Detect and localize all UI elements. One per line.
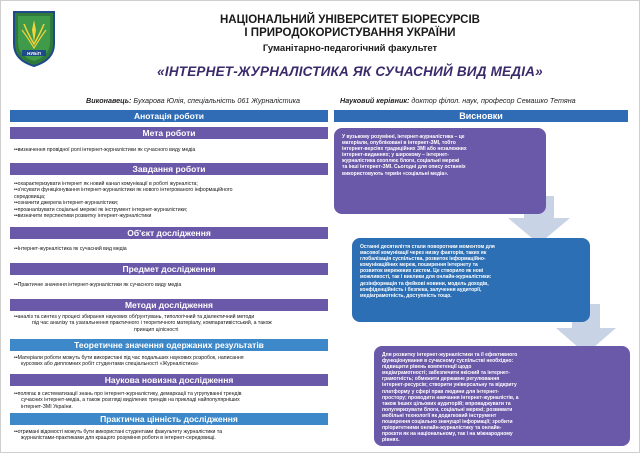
faculty-name: Гуманітарно-педагогічний факультет	[262, 43, 438, 54]
author-value: Бухарова Юлія, спеціальність 061 Журналістика	[133, 96, 300, 105]
supervisor-value: доктор філол. наук, професор Семашко Тетяна	[411, 96, 576, 105]
practical-bar: Практична цінність дослідження	[10, 413, 328, 425]
object-bar: Об'єкт дослідження	[10, 227, 328, 239]
goal-bar: Мета роботи	[10, 127, 328, 139]
list-item: ••аналіз та синтез у процесі збирання наукових обґрунтувань, типологічний та діалектичний методи	[14, 314, 255, 320]
list-item: ••означити джерела інтернет-журналістики;	[14, 200, 119, 207]
university-line1: НАЦІОНАЛЬНИЙ УНІВЕРСИТЕТ БІОРЕСУРСІВ	[219, 14, 480, 26]
list-item: ••визначення провідної ролі інтернет-журналістики як сучасного виду медіа	[14, 147, 196, 153]
list-item: під час аналізу та узагальнення практичного і теоретичного матеріалу, компаративістський, а також	[32, 320, 272, 327]
list-item: ••охарактеризувати інтернет як новий канал комунікації в роботі журналіста;	[14, 181, 198, 187]
supervisor-label: Науковий керівник:	[340, 96, 410, 105]
list-item: ••отримані відомості можуть бути використані студентами факультету журналістики та	[14, 429, 223, 435]
university-line2: І ПРИРОДОКОРИСТУВАННЯ УКРАЇНИ	[244, 27, 456, 39]
author-label: Виконавець:	[86, 96, 132, 105]
subject-bar: Предмет дослідження	[10, 263, 328, 275]
list-item: курсових або дипломних робіт студентами спеціальності «Журналістика»	[21, 361, 199, 368]
list-item: середовища;	[14, 193, 46, 200]
list-item: ••визначити перспективи розвитку інтернет-журналістики	[14, 213, 152, 220]
poster-title: «ІНТЕРНЕТ-ЖУРНАЛІСТИКА ЯК СУЧАСНИЙ ВИД МЕДІА»	[157, 64, 543, 79]
annotation-bar: Анотація роботи	[10, 110, 328, 122]
logo-text: НУБіП	[27, 51, 41, 56]
list-item: сучасних інтернет-медіа, а також розгляді виділених трендів на прикладі найпопулярніших	[21, 397, 240, 404]
methods-bar: Методи дослідження	[10, 299, 328, 311]
tasks-bar: Завдання роботи	[10, 163, 328, 175]
list-item: журналістами-практиками для кращого розуміння роботи в інтернет-середовищі.	[21, 435, 216, 442]
list-item: ••Матеріали роботи можуть бути використані під час подальших наукових розробок, написання	[14, 355, 244, 361]
conclusion-box-3: Для розвитку інтернет-журналістики та її ефективного функціонування в сучасному суспільстві необхідно: підвищити рівень компетенції щодо медіаграмотності; забезпечити якісний та інтернет- грамотність; обмежити державне регулювання інтернет-ресурсів; створити універсальну та відкриту платформу у сфері прав людини для інтернет- простору; проводити навчання інтернет-журналістів, а також інших цільових аудиторій; впроваджувати та популяризувати блоги, соціальні мережі; розвивати мобільні технології як додатковий інструмент поширення соціально значущої інформації; зробити пріоритетними онлайн-журналістику та онлайн- проєкти як на національному, так і на міжнародному рівнях.	[374, 346, 630, 446]
list-item: ••з'ясувати функціонування інтернет-журналістики як нового інтегрованого інформаційного	[14, 187, 233, 194]
list-item: принцип цілісності	[134, 326, 179, 333]
conclusions-bar: Висновки	[334, 110, 628, 122]
theory-bar: Теоретичне значення одержаних результатів	[10, 339, 328, 351]
list-item: інтернет-ЗМІ України.	[21, 403, 73, 410]
novelty-bar: Наукова новизна дослідження	[10, 374, 328, 386]
list-item: ••Інтернет-журналістика як сучасний вид медіа	[14, 246, 127, 252]
list-item: ••Практичне значення інтернет-журналістики як сучасного виду медіа	[14, 282, 182, 288]
list-item: ••проаналізувати соціальні мережі як інструмент інтернет-журналістики;	[14, 206, 188, 213]
list-item: ••полягає в систематизації знань про інтернет-журналістику, демаркації та угрупуванні трендів	[14, 391, 242, 397]
conclusion-box-1: У вузькому розумінні, інтернет-журналістика – це матеріали, опубліковані в інтернет-ЗМІ, тобто інтернет-версіях традиційних ЗМІ або незалежних інтернет-виданнях; у широкому – інтернет- журналістика охоплює блоги, соціальні мережі та інші інтернет-ЗМІ. Сьогодні для опису останніх використовують термін «соціальні медіа».	[334, 128, 546, 214]
conclusion-box-2: Останні десятиліття стали поворотним моментом для масової комунікації через низку факторів, таких як глобалізація суспільства, розвиток інформаційно- комунікаційних мереж, поширення Інтернету та розвиток мережевих систем. Це створило як нові можливості, так і виклики для онлайн-журналістики: дезінформація та фейкові новини, модель доходів, конфіденційність і безпека, залучення аудиторії, медіаграмотність, доступність тощо.	[352, 238, 590, 322]
